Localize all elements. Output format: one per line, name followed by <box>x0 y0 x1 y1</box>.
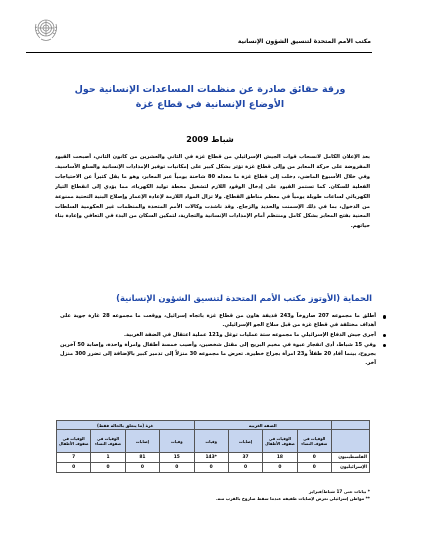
organization-name: مكتب الأمم المتحدة لتنسيق الشؤون الإنسانية <box>237 38 371 45</box>
table-cell: *143 <box>194 453 228 463</box>
list-item: أطلق ما مجموعه 207 صاروخاً و243 قذيفة هاون من قطاع غزة باتجاه إسرائيل، ووقعت ما مجموعه 28 غارة جوية على أهداف مختلفة في قطاع غزة من قبل سلاح الجو الإسرائيلي. <box>60 313 376 328</box>
table-cell: 37 <box>228 453 262 463</box>
table-row <box>57 453 370 463</box>
table-corner-cell <box>332 421 370 430</box>
west-bank-group-header: الضفة الغربية <box>194 421 332 430</box>
table-corner-cell <box>332 430 370 453</box>
footnote: * بيانات حتى 17 شباط/فبراير <box>309 489 370 494</box>
column-header: وفيات <box>194 430 228 453</box>
column-header: الوفيات في صفوف النساء <box>91 430 125 453</box>
protection-bullet-list <box>60 312 390 408</box>
table-cell: 0 <box>125 463 159 473</box>
row-label: الإسرائيليون <box>332 463 370 473</box>
list-item: أجرى جيش الدفاع الإسرائيلي ما مجموعه ستة عمليات توغل و121 عملية اعتقال في الضفة الغربية. <box>60 331 376 340</box>
table-cell: 81 <box>125 453 159 463</box>
table-cell: 0 <box>91 463 125 473</box>
header-divider <box>26 52 372 53</box>
table-subheader-row <box>57 430 370 453</box>
table-cell: 0 <box>57 463 91 473</box>
column-header: إصابات <box>125 430 159 453</box>
table-cell: 15 <box>160 453 194 463</box>
list-item: وفي 15 شباط، أدى انفجار عبوة في مخيم البريج إلى مقتل شخصين، وأصيب خمسة أطفال وامرأة واحدة، وإصابة 50 آخرين بجروح، بينما أفاد 20 طفلاً و23 امرأة بجراح خطيرة. تعرض ما مجموعه 30 منزلاً إلى تدمير كبير بالإضافة إلى تضرر 300 منزل آخر. <box>60 341 376 366</box>
footnote: ** مواطن إسرائيلي تعرض لإصابات طفيفة عندما سقط صاروخ بالقرب منه. <box>215 496 370 501</box>
document-date: شباط 2009 <box>186 135 234 144</box>
row-label: الفلسطينيون <box>332 453 370 463</box>
casualties-table <box>56 420 370 473</box>
table-cell: 0 <box>160 463 194 473</box>
table-row <box>57 463 370 473</box>
document-title: ورقة حقائق صادرة عن منظمات المساعدات الإنسانية حول الأوضاع الإنسانية في قطاع غزة <box>74 84 346 110</box>
column-header: الوفيات في صفوف النساء <box>297 430 331 453</box>
table-cell: 7 <box>57 453 91 463</box>
table-cell: 0 <box>194 463 228 473</box>
column-header: الوفيات في صفوف الأطفال <box>263 430 297 453</box>
column-header: الوفيات في صفوف الأطفال <box>57 430 91 453</box>
table-footnotes <box>200 488 370 502</box>
un-emblem-icon <box>31 14 61 44</box>
gaza-group-header: غزة (ما يتعلق بالحالة فقط) <box>57 421 195 430</box>
table-cell: 0 <box>263 463 297 473</box>
column-header: وفيات <box>160 430 194 453</box>
table-cell: 0 <box>228 463 262 473</box>
table-cell: 1 <box>91 453 125 463</box>
table-cell: 0 <box>297 463 331 473</box>
column-header: إصابات <box>228 430 262 453</box>
table-cell: 0 <box>297 453 331 463</box>
intro-paragraph: بعد الإعلان الكامل لانسحاب قوات الجيش الإسرائيلي من قطاع غزة في الثاني والعشرين من كانون الثاني، أصبحت القيود المفروضة على حركة المعابر من وإلى قطاع غزة تؤثر بشكل كبير على إمكانيات توفير الإمدادات الإنسانية والسلع الأساسية. وفي خلال الأسبوع الماضي، دخلت إلى قطاع غزة ما معدله 80 شاحنة يومياً عبر المعابر، وهو ما يقل كثيراً عن الاحتياجات الفعلية للسكان. كما تستمر القيود على إدخال الوقود اللازم لتشغيل محطة توليد الكهرباء، مما يؤدي إلى انقطاع التيار الكهربائي لساعات طويلة يومياً في معظم مناطق القطاع. ولا تزال المواد اللازمة لإعادة الإعمار وإصلاح البنية التحتية ممنوعة من الدخول، بما في ذلك الإسمنت والحديد والزجاج. وقد ناشدت وكالات الأمم المتحدة والمنظمات غير الحكومية السلطات المعنية بفتح المعابر بشكل كامل ومنتظم أمام الإمدادات الإنسانية والتجارية، لتمكين السكان من البدء في التعافي وإعادة بناء حياتهم. <box>55 154 370 230</box>
protection-section-heading: الحماية (الأوتوز مكتب الأمم المتحدة لتنسيق الشؤون الإنسانية) <box>116 293 372 303</box>
table-header-row <box>57 421 370 430</box>
table-cell: 18 <box>263 453 297 463</box>
